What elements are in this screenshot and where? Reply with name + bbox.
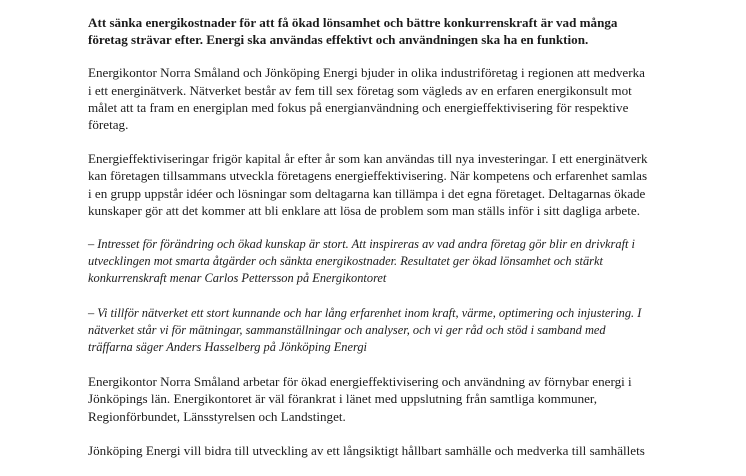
intro-paragraph: Energikontor Norra Småland och Jönköping Energi bjuder in olika industriföretag i regionen att medverka i ett energinätverk. Nätverket består av fem till sex företag som vägleds av en erfaren energikonsult mot målet att ta fram en energiplan med fokus på energianvändning och energieffektivisering för respektive företag. (88, 65, 645, 133)
energy-office-paragraph: Energikontor Norra Småland arbetar för ökad energieffektivisering och användning av förnybar energi i Jönköpings län. Energikontoret är väl förankrat i länet med uppslutning från samtliga kommuner, Regionförbundet, Länsstyrelsen och Landstinget. (88, 374, 632, 424)
quote-carlos-pettersson: – Intresset för förändring och ökad kunskap är stort. Att inspireras av vad andra företag gör blir en drivkraft i utvecklingen mot smarta åtgärder och sänkta energikostnader. Resultatet ger ökad lönsamhet och stärkt konkurrenskraft menar Carlos Pettersson på Energikontoret (88, 237, 636, 286)
jonkoping-energi-paragraph: Jönköping Energi vill bidra till utveckling av ett långsiktigt hållbart samhälle och medverka till samhällets (88, 442, 645, 458)
quote-anders-hasselberg: – Vi tillför nätverket ett stort kunnande och har lång erfarenhet inom kraft, värme, optimering och injustering. I nätverket står vi för mätningar, sammanställningar och analyser, och vi ger råd och stöd i samband med träffarna säger Anders Hasselberg på Jönköping Energi (88, 305, 642, 355)
benefits-paragraph: Energieffektiviseringar frigör kapital år efter år som kan användas till nya investeringar. I ett energinätverk kan företagen tillsammans utveckla företagens energieffektivisering. När kompetens och erfarenhet samlas i en grupp uppstår idéer och lösningar som deltagarna kan tillämpa i det egna företaget. Deltagarnas ökade kunskaper gör att det kommer att bli enklare att lösa de problem som man ställs inför i sitt dagliga arbete. (88, 151, 648, 218)
lead-paragraph: Att sänka energikostnader för att få ökad lönsamhet och bättre konkurrenskraft är vad många företag strävar efter. Energi ska användas effektivt och användningen ska ha en funktion. (88, 15, 618, 48)
document-page (88, 14, 648, 476)
